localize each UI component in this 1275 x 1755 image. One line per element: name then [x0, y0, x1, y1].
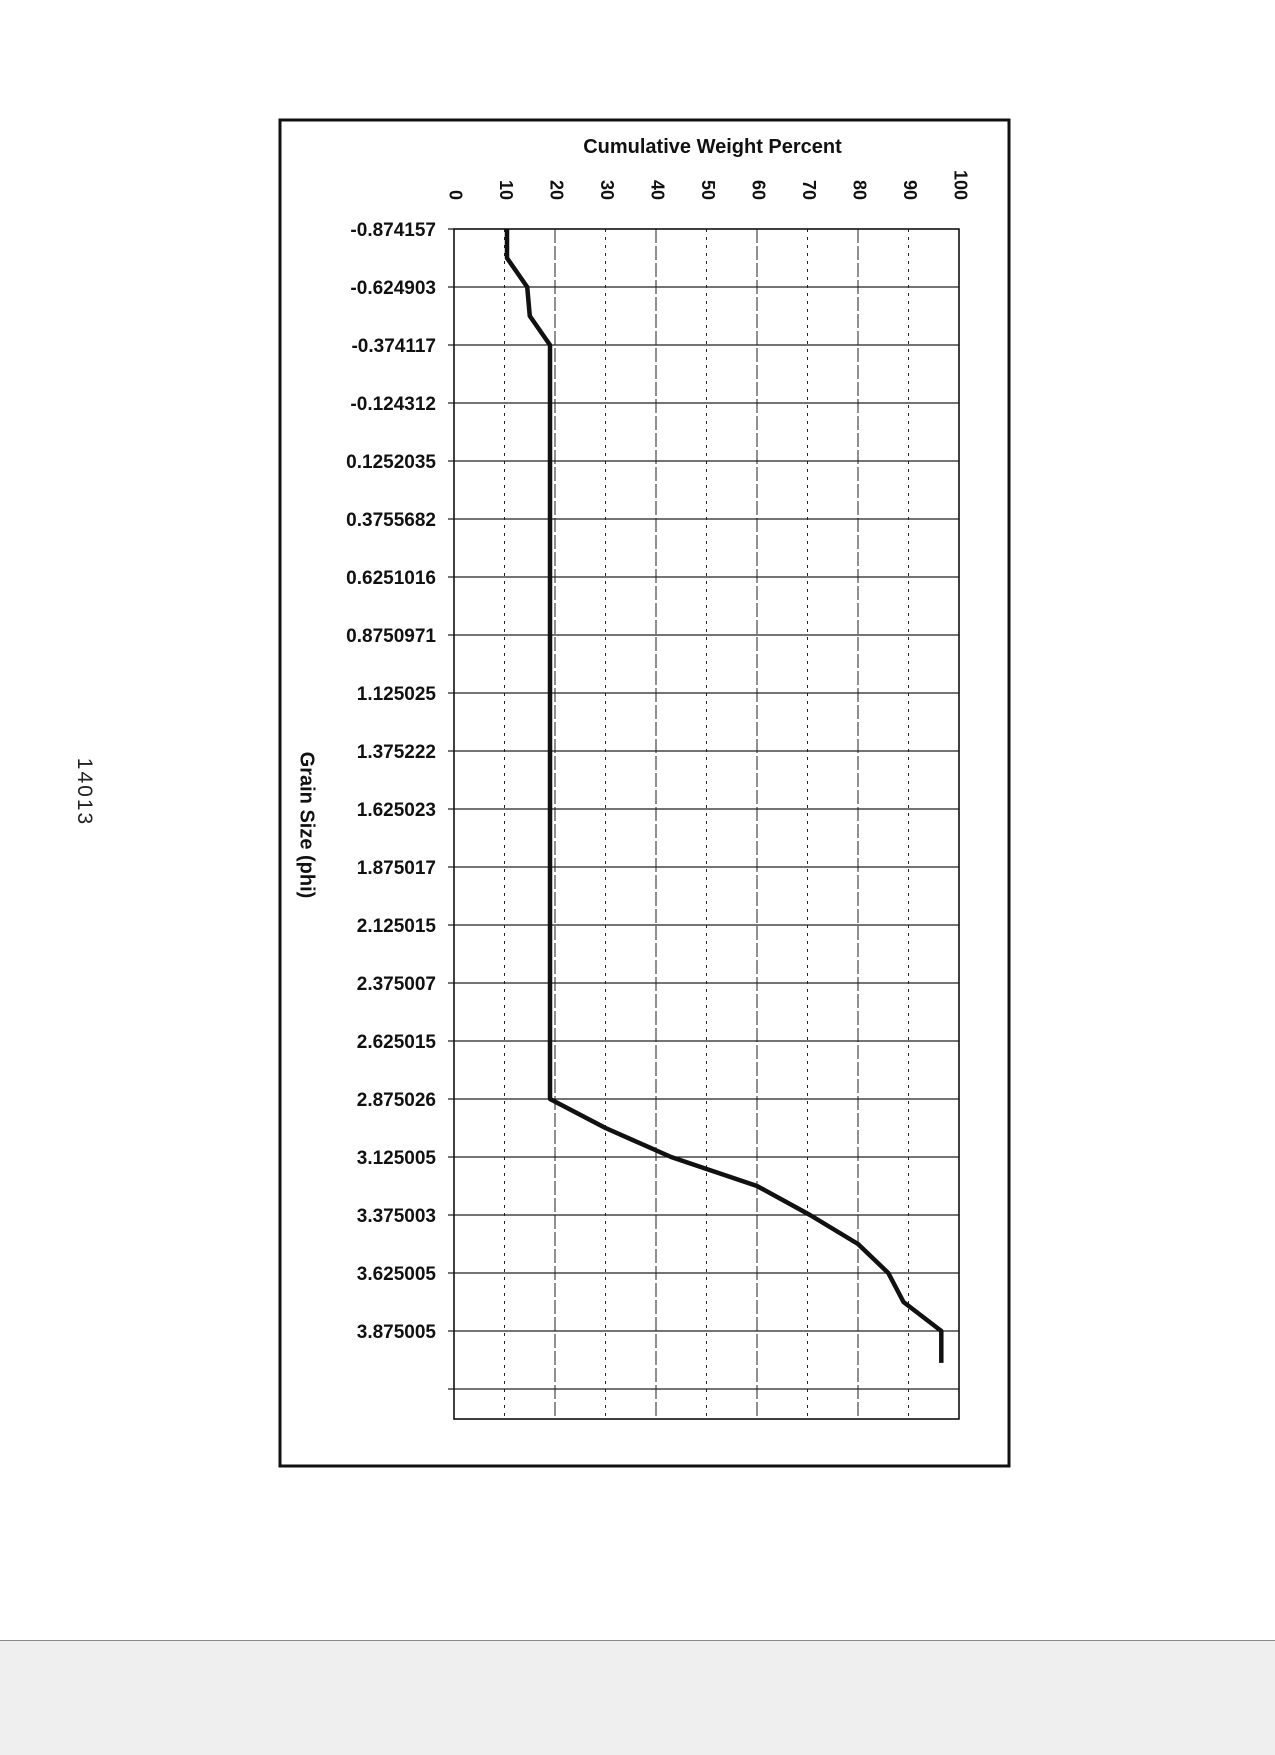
x-tick-label: 100 — [950, 169, 971, 200]
y-tick-label: 1.375222 — [356, 742, 436, 763]
series-line-0 — [507, 229, 941, 1363]
x-tick-label: 40 — [647, 179, 668, 200]
y-tick-label: -0.374117 — [351, 336, 436, 357]
y-tick-label: 1.125025 — [356, 684, 436, 705]
x-tick-label: 0 — [445, 189, 466, 200]
y-tick-label: 2.875026 — [356, 1090, 436, 1111]
scan-bottom-strip — [0, 1640, 1275, 1755]
x-tick-label: 10 — [495, 179, 516, 200]
y-tick-label: 0.1252035 — [346, 452, 436, 473]
scan-edge-line — [0, 1640, 1275, 1641]
y-tick-label: -0.874157 — [350, 220, 436, 241]
y-tick-label: 3.875005 — [356, 1322, 436, 1343]
page-number: 14013 — [73, 757, 96, 827]
y-tick-label: 0.8750971 — [346, 626, 436, 647]
x-tick-label: 80 — [849, 179, 870, 200]
y-tick-label: 2.125015 — [356, 916, 436, 937]
y-tick-label: 2.375007 — [356, 974, 436, 995]
x-tick-label: 60 — [748, 179, 769, 200]
x-tick-label: 90 — [899, 179, 920, 200]
y-tick-label: 1.625023 — [356, 800, 436, 821]
y-tick-label: 3.625005 — [356, 1264, 436, 1285]
x-axis-title: Cumulative Weight Percent — [583, 136, 842, 158]
x-tick-label: 50 — [697, 179, 718, 200]
y-tick-label: 0.3755682 — [346, 510, 436, 531]
y-tick-label: 2.625015 — [356, 1032, 436, 1053]
y-tick-label: 3.375003 — [356, 1206, 436, 1227]
y-tick-label: 0.6251016 — [346, 568, 436, 589]
y-tick-label: -0.124312 — [350, 394, 436, 415]
y-tick-label: 1.875017 — [356, 858, 436, 879]
x-tick-label: 70 — [798, 179, 819, 200]
x-tick-label: 20 — [546, 179, 567, 200]
y-tick-label: -0.624903 — [350, 278, 436, 299]
y-tick-label: 3.125005 — [356, 1148, 436, 1169]
x-tick-label: 30 — [596, 179, 617, 200]
y-axis-title: Grain Size (phi) — [295, 751, 318, 899]
